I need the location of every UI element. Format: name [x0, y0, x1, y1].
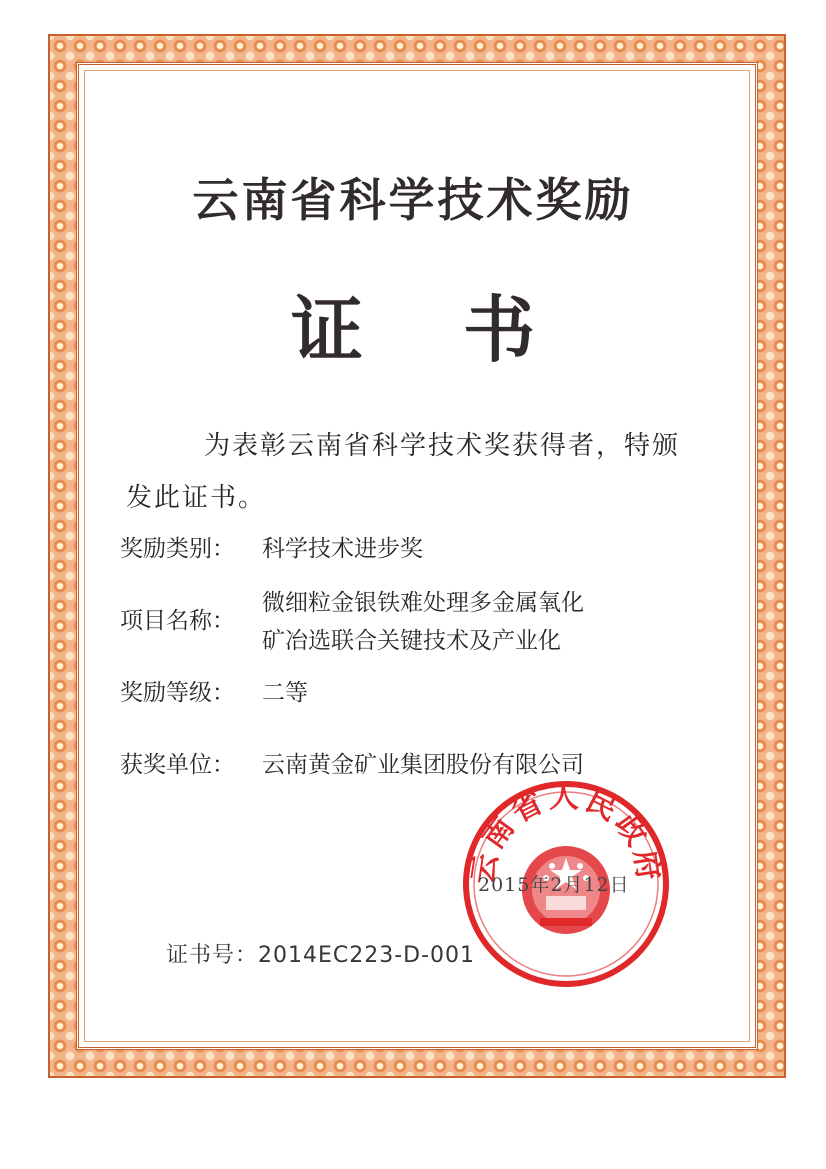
- award-level-label: 奖励等级：: [120, 680, 235, 706]
- intro-text: 为表彰云南省科学技术奖获得者，特颁发此证书。: [126, 431, 681, 513]
- certificate-subtitle: 证书: [290, 288, 635, 372]
- award-category-label: 奖励类别：: [120, 536, 235, 562]
- award-category-value: 科学技术进步奖: [262, 536, 423, 562]
- project-name-value-line1: 微细粒金银铁难处理多金属氧化: [262, 590, 584, 616]
- seal-text: 云南省人民政府: [465, 780, 667, 887]
- project-name-label: 项目名称：: [120, 608, 235, 634]
- award-level-value: 二等: [262, 680, 308, 706]
- winning-unit-label: 获奖单位：: [120, 752, 235, 778]
- certificate-title: 云南省科学技术奖励: [192, 173, 634, 227]
- issue-date: 2015年2月12日: [478, 874, 630, 896]
- winning-unit-value: 云南黄金矿业集团股份有限公司: [262, 752, 584, 778]
- certificate-number: 证书号：2014EC223-D-001: [166, 943, 476, 968]
- project-name-value-line2: 矿冶选联合关键技术及产业化: [262, 628, 561, 654]
